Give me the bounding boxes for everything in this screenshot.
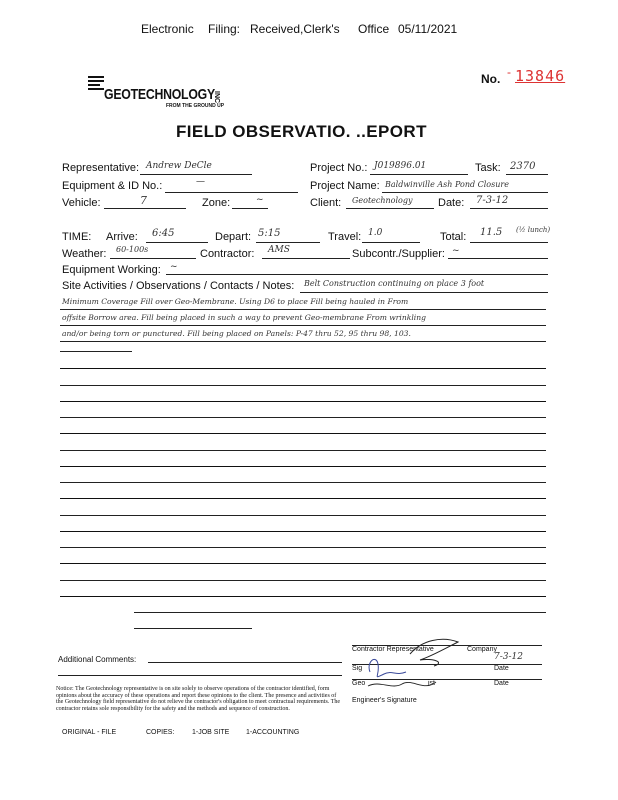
- notice-text: Notice: The Geotechnology representative is on site solely to observe operations of the contractor identified, form opinions about the accuracy of these operations and report these opinions to the client. The presence and activities of the Geotechnology field representative do not relieve the contractor's obligation to meet contractual requirements. The contractor retains sole responsibility for the safety and the methods and sequence of construction.: [56, 686, 341, 712]
- representative-value: Andrew DeCle: [146, 161, 212, 171]
- arrive-label: Arrive:: [106, 231, 138, 243]
- blank-rule: [60, 466, 546, 467]
- total-value: 11.5: [480, 227, 503, 238]
- site-activities-label: Site Activities / Observations / Contacts / Notes:: [62, 280, 295, 292]
- equipment-label: Equipment & ID No.:: [62, 180, 163, 192]
- project-name-label: Project Name:: [310, 180, 380, 192]
- equipment-underline: [165, 192, 298, 193]
- arrive-underline: [146, 242, 208, 243]
- logo-mark-icon: [88, 76, 104, 90]
- representative-label: Representative:: [62, 162, 140, 174]
- client-value: Geotechnology: [352, 196, 413, 205]
- date-label: Date:: [438, 197, 465, 209]
- arrive-value: 6:45: [152, 228, 175, 239]
- contractor-rep-label: Contractor Representative: [352, 646, 434, 653]
- project-name-underline: [382, 192, 548, 193]
- signature-date-label: Date: [494, 665, 509, 672]
- blank-rule: [60, 547, 546, 548]
- notes-rule-1: [60, 309, 546, 310]
- report-number-dash: -: [507, 65, 511, 79]
- filing-stamp-electronic: Electronic: [141, 22, 194, 36]
- vehicle-underline: [104, 208, 186, 209]
- blank-rule: [134, 612, 546, 613]
- vehicle-label: Vehicle:: [62, 197, 101, 209]
- notes-underline-0: [300, 292, 548, 293]
- client-label: Client:: [310, 197, 342, 209]
- engineer-signature-label: Engineer's Signature: [352, 697, 417, 704]
- logo-suffix: INC: [213, 91, 220, 104]
- task-underline: [506, 174, 548, 175]
- signature-date-value: 7-3-12: [494, 652, 523, 662]
- depart-value: 5:15: [258, 228, 281, 239]
- date-value: 7-3-12: [476, 195, 509, 206]
- blank-rule-short: [134, 628, 252, 629]
- travel-underline: [362, 242, 420, 243]
- blank-rule: [60, 563, 546, 564]
- subcontr-value: ~: [452, 246, 460, 256]
- travel-label: Travel:: [328, 231, 362, 243]
- blank-rule: [60, 450, 546, 451]
- blank-rule: [60, 401, 546, 402]
- weather-label: Weather:: [62, 248, 107, 260]
- notes-line-1: Minimum Coverage Fill over Geo-Membrane. Using D6 to place Fill being hauled in From: [62, 297, 409, 306]
- date-underline: [470, 208, 548, 209]
- blank-rule: [60, 515, 546, 516]
- equipment-working-underline: [166, 274, 548, 275]
- contractor-underline: [262, 258, 350, 259]
- blank-rule: [60, 498, 546, 499]
- filing-stamp-received: Received,Clerk's: [250, 22, 340, 36]
- project-no-value: J019896.01: [374, 161, 427, 171]
- geo-suffix: ist: [428, 680, 435, 687]
- equipment-working-value: ~: [170, 262, 178, 272]
- contractor-label: Contractor:: [200, 248, 255, 260]
- zone-value: ~: [256, 195, 264, 205]
- client-underline: [346, 208, 434, 209]
- footer-copy-jobsite: 1-JOB SITE: [192, 729, 230, 736]
- company-logo: [88, 76, 104, 95]
- footer-copy-accounting: 1-ACCOUNTING: [246, 729, 300, 736]
- notes-rule-stub: [60, 351, 132, 352]
- page-title: FIELD OBSERVATIO. ..EPORT: [176, 122, 427, 141]
- blank-rule: [60, 596, 546, 597]
- equipment-value: —: [196, 177, 205, 187]
- total-label: Total:: [440, 231, 467, 243]
- company-label: Company: [467, 646, 497, 653]
- footer-copies: COPIES:: [146, 729, 175, 736]
- blank-rule: [60, 385, 546, 386]
- additional-comments-line-2: [58, 675, 342, 676]
- blank-rule: [60, 368, 546, 369]
- geo-prefix: Geo: [352, 680, 366, 687]
- blank-rule: [60, 417, 546, 418]
- contractor-value: AMS: [268, 245, 290, 255]
- subcontr-underline: [448, 258, 548, 259]
- time-label: TIME:: [62, 231, 92, 243]
- notes-rule-3: [60, 341, 546, 342]
- filing-stamp-office: Office: [358, 22, 390, 36]
- total-note: (½ lunch): [516, 226, 551, 234]
- weather-value: 60-100s: [116, 245, 149, 254]
- representative-underline: [140, 174, 252, 175]
- notes-line-0: Belt Construction continuing on place 3 foot: [304, 279, 485, 288]
- task-label: Task:: [475, 162, 501, 174]
- weather-underline: [110, 258, 196, 259]
- footer-original: ORIGINAL - FILE: [62, 729, 117, 736]
- blank-rule: [60, 580, 546, 581]
- notes-line-3: and/or being torn or punctured. Fill being placed on Panels: P-47 thru 52, 95 thru 98, 103.: [62, 329, 411, 338]
- notes-line-2: offsite Borrow area. Fill being placed in such a way to prevent Geo-membrane From wrinkling: [62, 313, 426, 322]
- blank-rule: [60, 531, 546, 532]
- zone-underline: [232, 208, 268, 209]
- filing-stamp-filing: Filing:: [208, 22, 241, 36]
- filing-stamp-date: 05/11/2021: [398, 22, 458, 36]
- logo-brand: GEOTECHNOLOGY: [104, 86, 215, 103]
- vehicle-value: 7: [140, 194, 147, 207]
- task-value: 2370: [510, 161, 536, 172]
- zone-label: Zone:: [202, 197, 231, 209]
- blank-rule: [60, 433, 546, 434]
- project-no-underline: [370, 174, 468, 175]
- notes-rule-2: [60, 325, 546, 326]
- depart-label: Depart:: [215, 231, 252, 243]
- additional-comments-line: [148, 662, 342, 663]
- report-number-value: 13846: [515, 67, 566, 85]
- depart-underline: [256, 242, 320, 243]
- logo-tagline: FROM THE GROUND UP: [166, 103, 225, 109]
- total-underline: [470, 242, 548, 243]
- signature-scribble-icon: [362, 634, 472, 696]
- additional-comments-label: Additional Comments:: [58, 655, 137, 664]
- signature-date-label-2: Date: [494, 680, 509, 687]
- report-number-label: No.: [481, 72, 501, 86]
- travel-value: 1.0: [368, 228, 383, 238]
- project-no-label: Project No.:: [310, 162, 368, 174]
- blank-rule: [60, 482, 546, 483]
- equipment-working-label: Equipment Working:: [62, 264, 161, 276]
- project-name-value: Baldwinville Ash Pond Closure: [385, 180, 509, 189]
- signature-sig-label: Sig: [352, 665, 363, 672]
- subcontr-label: Subcontr./Supplier:: [352, 248, 445, 260]
